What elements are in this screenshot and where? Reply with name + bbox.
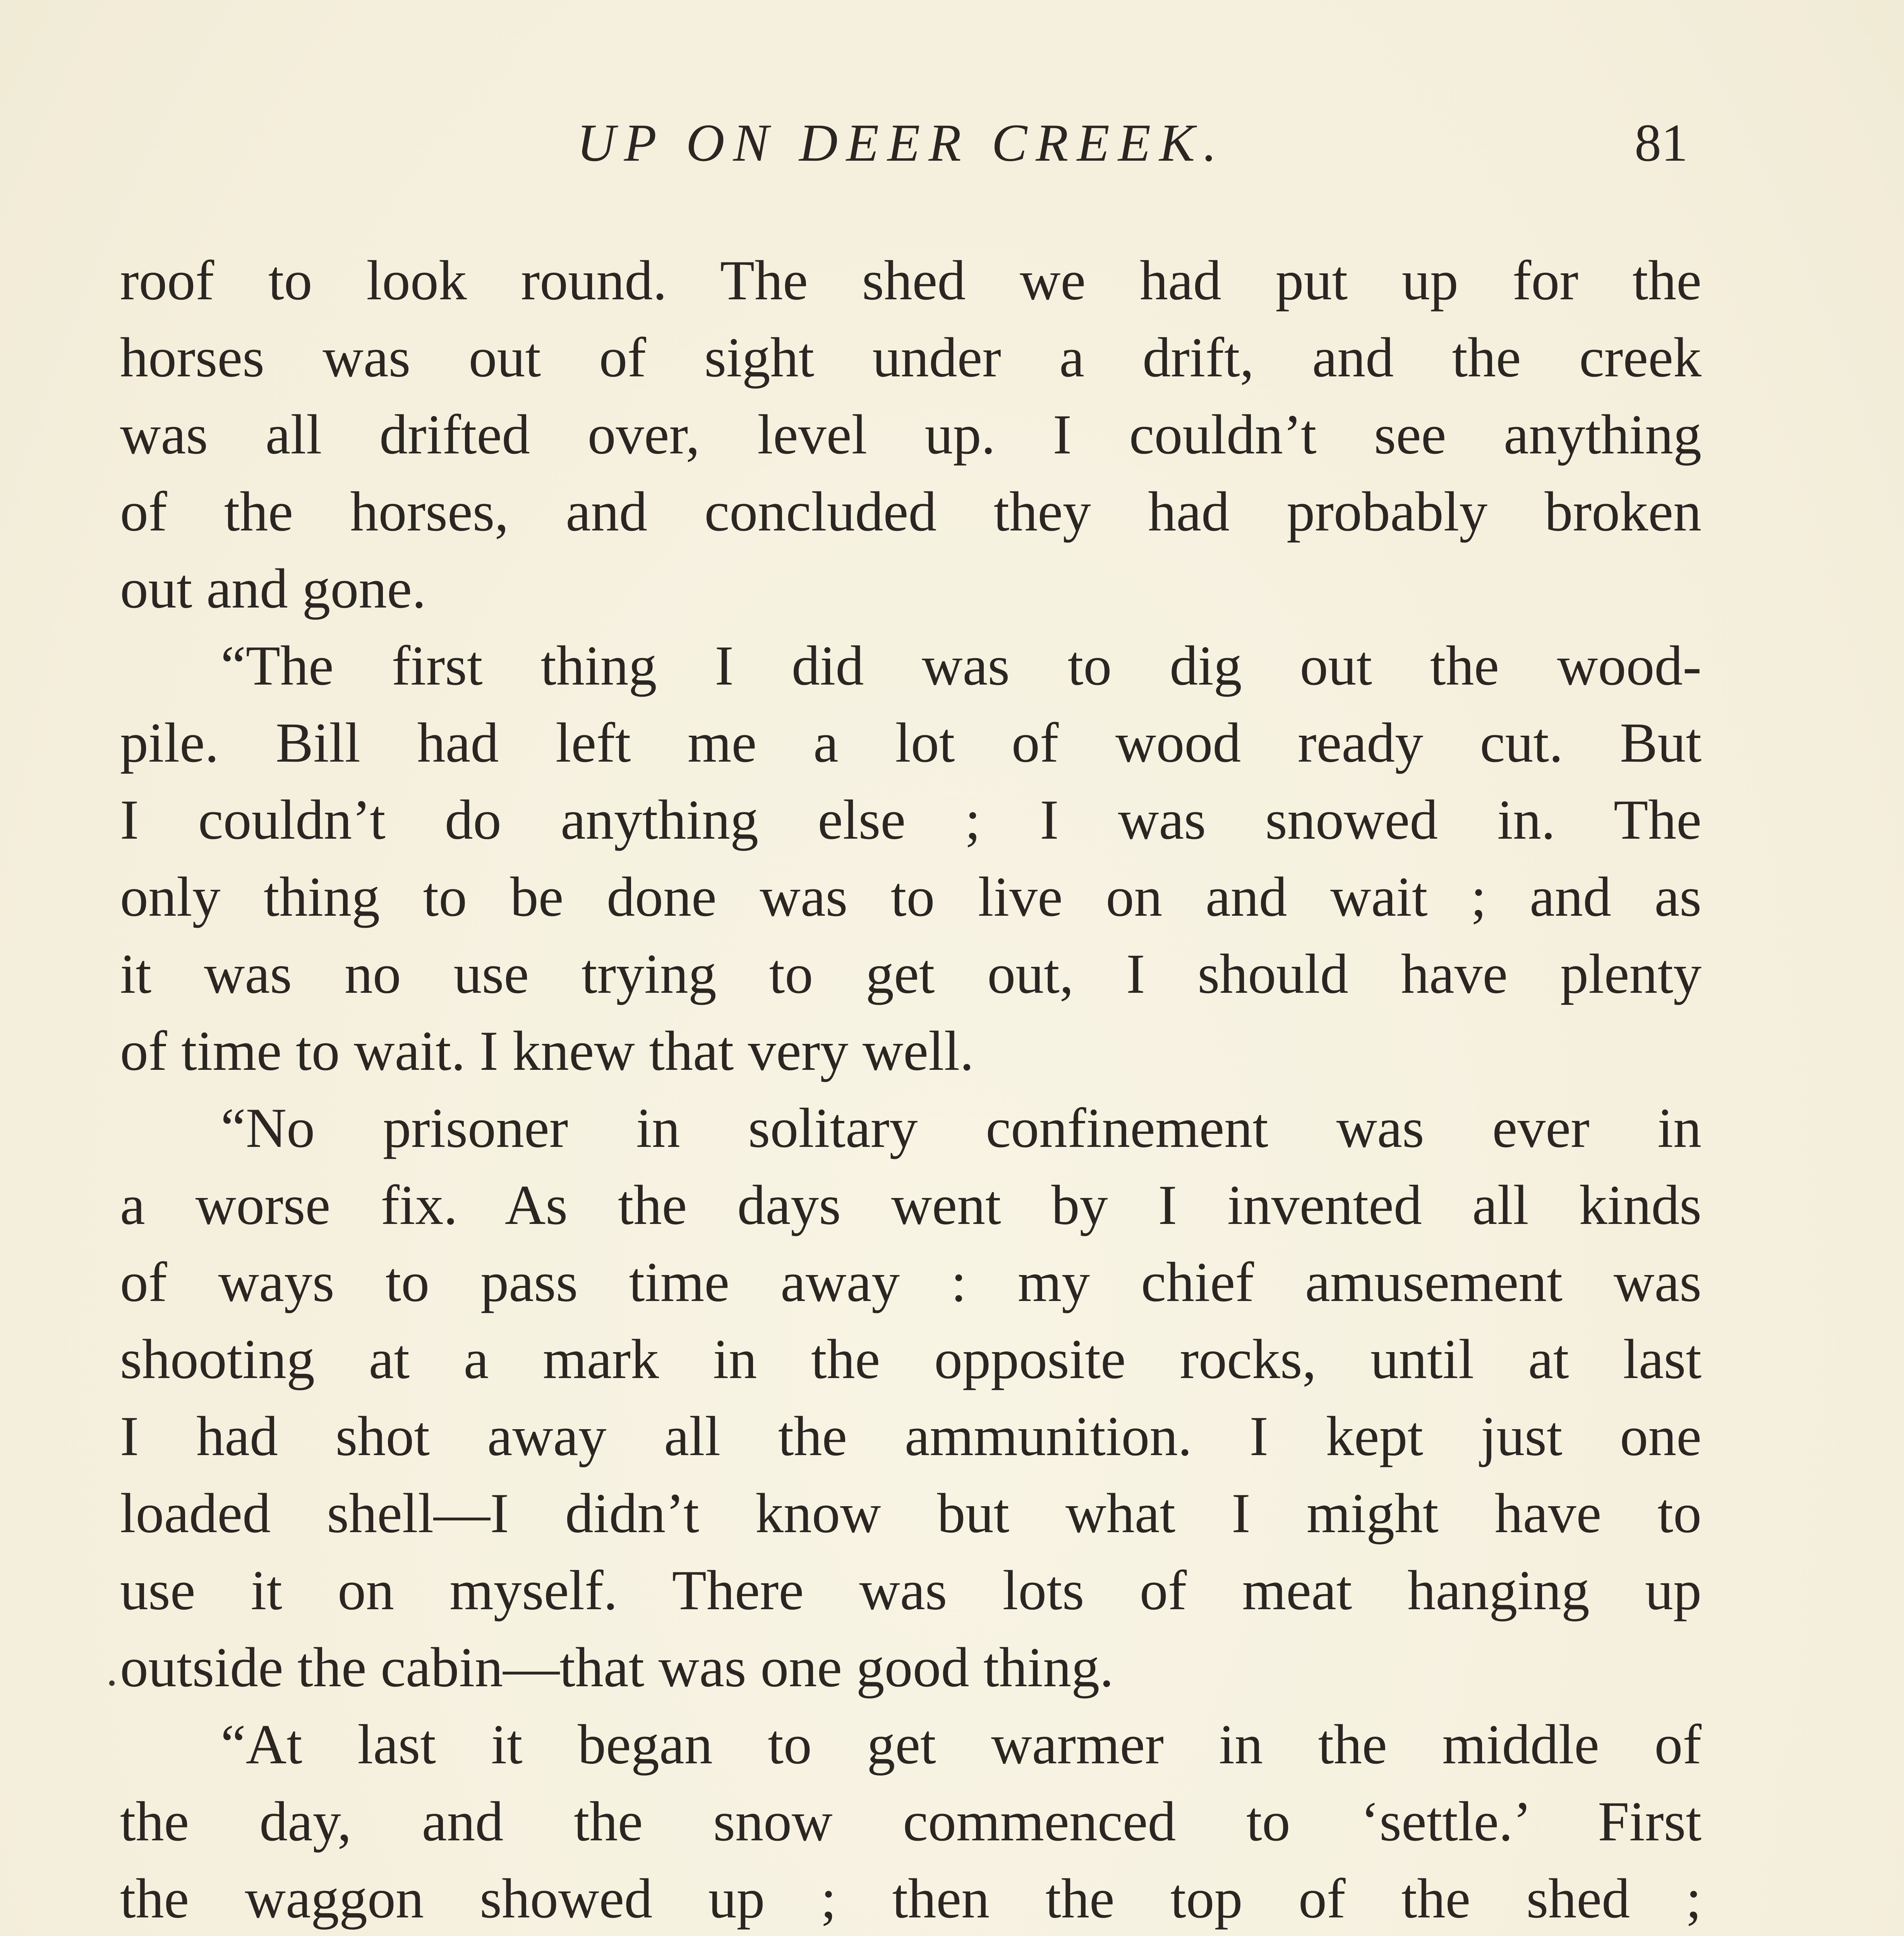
- text-line: I couldn’t do anything else ; I was snowed in. The: [120, 788, 1702, 851]
- text-line: of time to wait. I knew that very well.: [120, 1019, 974, 1082]
- text-line: of the horses, and concluded they had probably broken: [120, 480, 1702, 543]
- text-line: of ways to pass time away : my chief amusement was: [120, 1251, 1702, 1313]
- text-line: only thing to be done was to live on and wait ; and as: [120, 865, 1702, 928]
- text-line: the waggon showed up ; then the top of the shed ;: [120, 1867, 1702, 1930]
- ink-speck: [109, 1680, 115, 1686]
- text-line: use it on myself. There was lots of meat hanging up: [120, 1559, 1702, 1622]
- text-line: “At last it began to get warmer in the middle of: [221, 1713, 1702, 1776]
- text-line: I had shot away all the ammunition. I kept just one: [120, 1405, 1702, 1467]
- running-title: UP ON DEER CREEK.: [577, 113, 1225, 172]
- text-line: loaded shell—I didn’t know but what I might have to: [120, 1482, 1702, 1545]
- text-line: a worse fix. As the days went by I invented all kinds: [120, 1174, 1702, 1236]
- body-text: [120, 242, 1702, 1936]
- text-line: horses was out of sight under a drift, and the creek: [120, 326, 1702, 389]
- page-number: 81: [1635, 113, 1688, 172]
- text-line: it was no use trying to get out, I should have plenty: [120, 942, 1702, 1005]
- text-line: outside the cabin—that was one good thing.: [120, 1636, 1114, 1699]
- text-line: pile. Bill had left me a lot of wood ready cut. But: [120, 711, 1702, 774]
- text-line: “No prisoner in solitary confinement was ever in: [221, 1097, 1702, 1159]
- text-line: was all drifted over, level up. I couldn’t see anything: [120, 403, 1702, 466]
- text-line: “The first thing I did was to dig out the wood-: [221, 634, 1702, 697]
- text-line: out and gone.: [120, 557, 426, 620]
- text-line: shooting at a mark in the opposite rocks, until at last: [120, 1328, 1702, 1390]
- text-line: the day, and the snow commenced to ‘settle.’ First: [120, 1790, 1702, 1853]
- text-line: roof to look round. The shed we had put up for the: [120, 249, 1702, 312]
